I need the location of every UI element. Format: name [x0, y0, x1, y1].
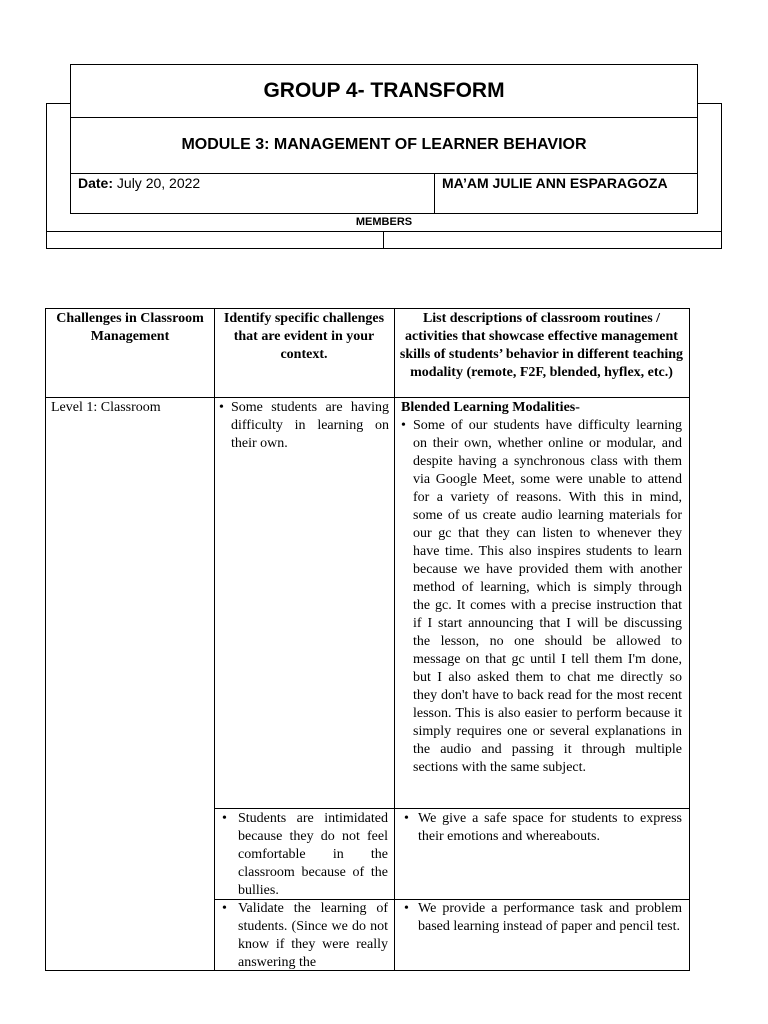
table-border	[214, 308, 215, 971]
frame-line	[383, 231, 384, 249]
frame-line	[698, 103, 722, 104]
challenge-text: Some students are having difficulty in learning on their own.	[231, 400, 389, 451]
frame-line	[434, 173, 435, 214]
challenge-text: Validate the learning of students. (Since we do not know if they were really answering the	[238, 901, 388, 970]
date-value: July 20, 2022	[113, 175, 201, 191]
challenge-item	[219, 399, 389, 453]
module-title: MODULE 3: MANAGEMENT OF LEARNER BEHAVIOR	[181, 136, 587, 153]
frame-line	[46, 231, 722, 232]
table-border	[214, 808, 690, 809]
frame-line	[70, 173, 698, 174]
table-border	[45, 308, 690, 309]
description-text: Some of our students have difficulty learning on their own, whether online or modular, and despite having a synchronous class with them via Google Meet, some were unable to attend for a variety of reasons. With this in mind, some of us create audio learning materials for our gc that they can listen to whenever they have time. This also inspires students to learn because we have provided them with another method of learning, which is simply through the gc. It comes with a precise instruction that if I start announcing that I will be discussing the lesson, no one should be allowed to message on that gc until I tell them I'm done, but I also asked them to chat me directly so they don't have to back read for the most recent lesson. This is also easier to perform because it simply requires one or several explanations in the audio and passing it through multiple sections with the same subject.	[413, 418, 682, 775]
bullet: •	[219, 400, 224, 415]
bullet: •	[222, 811, 227, 826]
table-border	[45, 397, 690, 398]
table-border	[45, 970, 690, 971]
header-challenges: Challenges in Classroom Management	[56, 311, 204, 344]
challenge-item	[222, 900, 388, 970]
level-label: Level 1: Classroom	[51, 400, 161, 415]
challenge-item	[222, 810, 388, 900]
challenge-text: Students are intimidated because they do not feel comfortable in the classroom because of the bullies.	[238, 811, 388, 898]
description-text: We give a safe space for students to express their emotions and whereabouts.	[418, 811, 682, 844]
bullet: •	[404, 901, 409, 916]
description-item	[401, 417, 682, 777]
description-text: We provide a performance task and problem based learning instead of paper and pencil test.	[418, 901, 682, 934]
description-item	[404, 810, 682, 846]
table-border	[45, 308, 46, 971]
table-border	[689, 308, 690, 971]
header-descriptions: List descriptions of classroom routines / activities that showcase effective management skills of students’ behavior in different teaching modality (remote, F2F, blended, hyflex, etc.)	[399, 311, 684, 380]
teacher-name: MA’AM JULIE ANN ESPARAGOZA	[442, 175, 668, 191]
date-label: Date:	[78, 175, 114, 191]
header-specific-challenges: Identify specific challenges that are evident in your context.	[223, 311, 385, 362]
description-heading: Blended Learning Modalities-	[401, 400, 580, 415]
members-label: MEMBERS	[355, 216, 413, 228]
bullet: •	[401, 418, 406, 433]
frame-line	[46, 103, 70, 104]
page-title: GROUP 4- TRANSFORM	[263, 78, 505, 102]
date-field	[78, 175, 200, 191]
bullet: •	[222, 901, 227, 916]
description-item	[404, 900, 682, 936]
table-border	[394, 308, 395, 971]
frame-line	[46, 248, 722, 249]
bullet: •	[404, 811, 409, 826]
